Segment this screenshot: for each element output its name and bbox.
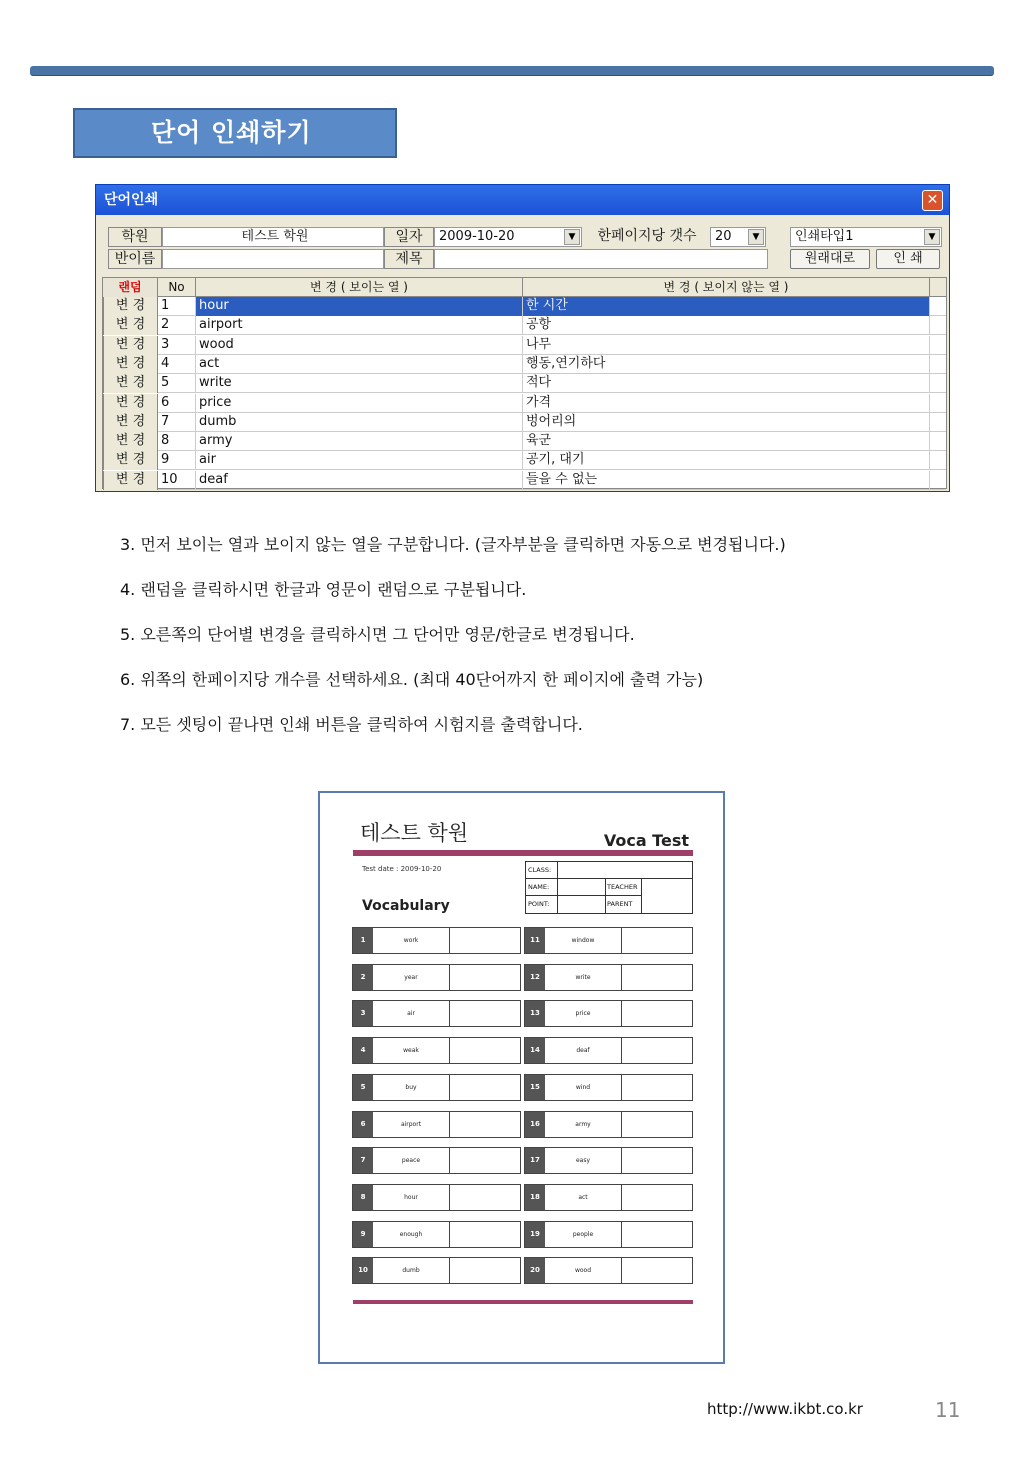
print-type-dropdown[interactable] xyxy=(790,227,942,247)
instruction-step: 7. 모든 셋팅이 끝나면 인쇄 버튼을 클릭하여 시험지를 출력합니다. xyxy=(120,715,583,734)
preview-word: price xyxy=(545,1001,622,1026)
preview-word-cell xyxy=(524,964,693,991)
per-page-dropdown[interactable] xyxy=(710,227,766,247)
preview-date: Test date : 2009-10-20 xyxy=(362,865,442,873)
instruction-step: 6. 위쪽의 한페이지당 개수를 선택하세요. (최대 40단어까지 한 페이지에 출력 가능) xyxy=(120,670,704,689)
top-divider xyxy=(30,66,994,75)
korean-meaning[interactable]: 가격 xyxy=(523,394,930,413)
reset-button[interactable]: 원래대로 xyxy=(790,249,870,269)
english-word[interactable]: dumb xyxy=(196,413,523,432)
preview-word: wind xyxy=(545,1075,622,1100)
instruction-list xyxy=(120,533,980,758)
academy-label: 학원 xyxy=(108,227,162,247)
row-number: 8 xyxy=(158,432,196,451)
footer-url[interactable]: http://www.ikbt.co.kr xyxy=(707,1400,863,1418)
preview-word-cell xyxy=(524,1074,693,1101)
preview-word-cell xyxy=(524,1000,693,1027)
preview-word: buy xyxy=(373,1075,450,1100)
preview-word-number: 3 xyxy=(353,1001,373,1026)
table-row[interactable] xyxy=(103,355,946,374)
preview-word: army xyxy=(545,1112,622,1137)
random-button[interactable]: 랜덤 xyxy=(103,278,158,297)
change-button[interactable]: 변 경 xyxy=(103,297,158,316)
subject-label: 제목 xyxy=(384,249,434,269)
preview-word-cell xyxy=(352,1147,521,1174)
preview-word-cell xyxy=(524,1184,693,1211)
preview-word-number: 5 xyxy=(353,1075,373,1100)
korean-meaning[interactable]: 벙어리의 xyxy=(523,413,930,432)
korean-meaning[interactable]: 한 시간 xyxy=(523,297,930,316)
preview-word-number: 8 xyxy=(353,1185,373,1210)
preview-word: wood xyxy=(545,1258,622,1283)
chevron-down-icon[interactable]: ▼ xyxy=(748,229,764,245)
preview-word-cell xyxy=(352,1221,521,1248)
preview-word-number: 12 xyxy=(525,965,545,990)
preview-word: act xyxy=(545,1185,622,1210)
preview-word-number: 9 xyxy=(353,1222,373,1247)
subject-field[interactable] xyxy=(434,249,768,269)
close-icon[interactable]: ✕ xyxy=(922,190,943,211)
section-title: 단어 인쇄하기 xyxy=(73,108,397,158)
preview-word-number: 10 xyxy=(353,1258,373,1283)
preview-word: window xyxy=(545,928,622,953)
preview-name-cell xyxy=(558,879,606,896)
preview-word-number: 6 xyxy=(353,1112,373,1137)
row-number: 2 xyxy=(158,316,196,335)
preview-word: hour xyxy=(373,1185,450,1210)
preview-word-number: 1 xyxy=(353,928,373,953)
preview-word-number: 17 xyxy=(525,1148,545,1173)
korean-meaning[interactable]: 들을 수 없는 xyxy=(523,471,930,490)
row-number: 5 xyxy=(158,374,196,393)
change-button[interactable]: 변 경 xyxy=(103,336,158,355)
per-page-value: 20 xyxy=(715,229,732,244)
preview-word: year xyxy=(373,965,450,990)
preview-word-cell xyxy=(352,1257,521,1284)
table-row[interactable] xyxy=(103,394,946,413)
preview-vocabulary: Vocabulary xyxy=(362,898,450,914)
word-print-dialog xyxy=(95,184,950,492)
class-field[interactable] xyxy=(162,249,384,269)
chevron-down-icon[interactable]: ▼ xyxy=(564,229,580,245)
row-number: 9 xyxy=(158,451,196,470)
preview-word: weak xyxy=(373,1038,450,1063)
table-row[interactable] xyxy=(103,374,946,393)
preview-word-cell xyxy=(524,1147,693,1174)
preview-word: peace xyxy=(373,1148,450,1173)
preview-voca-test: Voca Test xyxy=(603,831,689,850)
row-number: 1 xyxy=(158,297,196,316)
table-row[interactable] xyxy=(103,432,946,451)
row-number: 3 xyxy=(158,336,196,355)
korean-meaning[interactable]: 나무 xyxy=(523,336,930,355)
preview-word-cell xyxy=(352,964,521,991)
preview-word-cell xyxy=(524,1111,693,1138)
instruction-step: 5. 오른쪽의 단어별 변경을 클릭하시면 그 단어만 영문/한글로 변경됩니다. xyxy=(120,625,635,644)
table-row[interactable] xyxy=(103,297,946,316)
row-number: 6 xyxy=(158,394,196,413)
korean-meaning[interactable]: 행동,연기하다 xyxy=(523,355,930,374)
preview-word-number: 14 xyxy=(525,1038,545,1063)
preview-word-cell xyxy=(524,927,693,954)
print-button[interactable]: 인 쇄 xyxy=(876,249,940,269)
korean-meaning[interactable]: 공항 xyxy=(523,316,930,335)
preview-word-cell xyxy=(352,927,521,954)
table-row[interactable] xyxy=(103,413,946,432)
english-word[interactable]: airport xyxy=(196,316,523,335)
preview-word-cell xyxy=(352,1000,521,1027)
change-button[interactable]: 변 경 xyxy=(103,432,158,451)
english-word[interactable]: wood xyxy=(196,336,523,355)
preview-word-cell xyxy=(352,1111,521,1138)
preview-parent-label: PARENT xyxy=(606,896,642,913)
preview-word: work xyxy=(373,928,450,953)
preview-word-number: 18 xyxy=(525,1185,545,1210)
preview-word-number: 13 xyxy=(525,1001,545,1026)
preview-word: easy xyxy=(545,1148,622,1173)
preview-word-cell xyxy=(352,1037,521,1064)
print-preview xyxy=(318,791,725,1364)
english-word[interactable]: army xyxy=(196,432,523,451)
preview-word-number: 15 xyxy=(525,1075,545,1100)
change-button[interactable]: 변 경 xyxy=(103,394,158,413)
korean-meaning[interactable]: 공기, 대기 xyxy=(523,451,930,470)
preview-point-cell xyxy=(558,896,606,913)
table-row[interactable] xyxy=(103,336,946,355)
english-word[interactable]: write xyxy=(196,374,523,393)
preview-word-number: 7 xyxy=(353,1148,373,1173)
preview-word-cell xyxy=(524,1221,693,1248)
preview-word: air xyxy=(373,1001,450,1026)
preview-info-box xyxy=(525,861,693,914)
preview-word: dumb xyxy=(373,1258,450,1283)
instruction-step: 3. 먼저 보이는 열과 보이지 않는 열을 구분합니다. (글자부분을 클릭하면 자동으로 변경됩니다.) xyxy=(120,535,786,554)
change-button[interactable]: 변 경 xyxy=(103,374,158,393)
word-grid xyxy=(102,277,947,489)
english-word[interactable]: hour xyxy=(196,297,523,316)
preview-word-number: 4 xyxy=(353,1038,373,1063)
dialog-titlebar xyxy=(96,185,949,215)
chevron-down-icon[interactable]: ▼ xyxy=(924,229,940,245)
date-label: 일자 xyxy=(384,227,434,247)
change-button[interactable]: 변 경 xyxy=(103,413,158,432)
preview-academy: 테스트 학원 xyxy=(360,821,469,845)
preview-teacher-label: TEACHER xyxy=(606,879,642,896)
preview-word-number: 20 xyxy=(525,1258,545,1283)
preview-word: airport xyxy=(373,1112,450,1137)
korean-meaning[interactable]: 적다 xyxy=(523,374,930,393)
table-row[interactable] xyxy=(103,451,946,470)
grid-header xyxy=(103,278,946,297)
preview-word: enough xyxy=(373,1222,450,1247)
preview-class-label: CLASS: xyxy=(526,862,558,879)
preview-word-cell xyxy=(524,1037,693,1064)
change-button[interactable]: 변 경 xyxy=(103,451,158,470)
header-no: No xyxy=(158,278,196,297)
row-number: 10 xyxy=(158,471,196,490)
row-number: 7 xyxy=(158,413,196,432)
english-word[interactable]: deaf xyxy=(196,471,523,490)
preview-word-number: 2 xyxy=(353,965,373,990)
preview-word: people xyxy=(545,1222,622,1247)
change-button[interactable]: 변 경 xyxy=(103,471,158,490)
header-hidden-column[interactable]: 변 경 ( 보이지 않는 열 ) xyxy=(523,278,930,297)
dialog-title: 단어인쇄 xyxy=(104,192,159,208)
header-visible-column[interactable]: 변 경 ( 보이는 열 ) xyxy=(196,278,523,297)
row-number: 4 xyxy=(158,355,196,374)
preview-word-cell xyxy=(524,1257,693,1284)
preview-word-number: 19 xyxy=(525,1222,545,1247)
print-type-value: 인쇄타입1 xyxy=(795,229,854,244)
korean-meaning[interactable]: 육군 xyxy=(523,432,930,451)
preview-word: write xyxy=(545,965,622,990)
page-number: 11 xyxy=(935,1398,961,1422)
class-label: 반이름 xyxy=(108,249,162,269)
english-word[interactable]: air xyxy=(196,451,523,470)
table-row[interactable] xyxy=(103,316,946,335)
preview-point-label: POINT: xyxy=(526,896,558,913)
academy-field[interactable]: 테스트 학원 xyxy=(162,227,384,247)
preview-word-cell xyxy=(352,1074,521,1101)
english-word[interactable]: act xyxy=(196,355,523,374)
preview-word-number: 16 xyxy=(525,1112,545,1137)
preview-word-number: 11 xyxy=(525,928,545,953)
instruction-step: 4. 랜덤을 클릭하시면 한글과 영문이 랜덤으로 구분됩니다. xyxy=(120,580,527,599)
change-button[interactable]: 변 경 xyxy=(103,355,158,374)
preview-word-cell xyxy=(352,1184,521,1211)
preview-class-cell xyxy=(558,862,692,879)
english-word[interactable]: price xyxy=(196,394,523,413)
preview-name-label: NAME: xyxy=(526,879,558,896)
per-page-label: 한페이지당 갯수 xyxy=(586,227,708,247)
preview-bottom-bar xyxy=(353,1300,693,1304)
date-value: 2009-10-20 xyxy=(439,229,515,244)
table-row[interactable] xyxy=(103,471,946,490)
preview-word: deaf xyxy=(545,1038,622,1063)
change-button[interactable]: 변 경 xyxy=(103,316,158,335)
preview-top-bar xyxy=(353,850,693,856)
date-dropdown[interactable] xyxy=(434,227,582,247)
